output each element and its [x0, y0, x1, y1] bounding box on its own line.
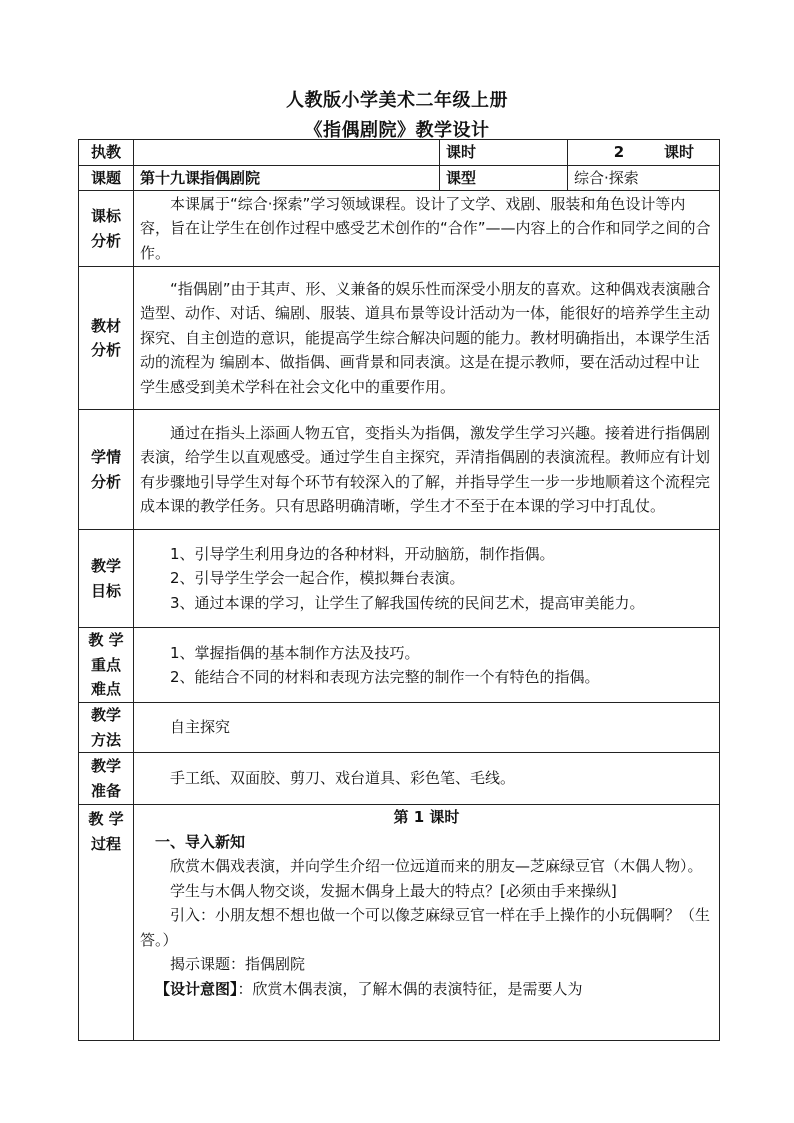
methods-text: 自主探究: [170, 718, 231, 737]
design-intent-label: 【设计意图】: [155, 979, 238, 998]
period-value: [568, 140, 720, 166]
keypoint-item: 2、能结合不同的材料和表现方法完整的制作一个有特色的指偶。: [170, 668, 600, 686]
methods-row: [79, 703, 720, 753]
keypoints-label: 教 学 重点 难点: [79, 628, 134, 703]
textbook-content: [134, 267, 720, 410]
students-row: [79, 410, 720, 530]
textbook-label: 教材 分析: [79, 267, 134, 410]
type-label: 课型: [440, 165, 568, 191]
section-heading: 一、导入新知: [155, 832, 246, 851]
methods-label: 教学 方法: [79, 703, 134, 753]
lesson-plan-table: [78, 139, 720, 1041]
curriculum-paragraph: 本课属于“综合·探索”学习领域课程。设计了文学、戏剧、服装和角色设计等内容，旨在让学生在创作过程中感受艺术创作的“合作”——内容上的合作和同学之间的合作。: [140, 194, 711, 262]
curriculum-label: 课标 分析: [79, 191, 134, 267]
teacher-row: [79, 140, 720, 166]
document-title: 人教版小学美术二年级上册: [286, 90, 508, 111]
methods-content: [134, 703, 720, 753]
students-label: 学情 分析: [79, 410, 134, 530]
process-row: [79, 805, 720, 1041]
period-count: 2: [613, 143, 625, 161]
design-intent-text: ：欣赏木偶表演，了解木偶的表演特征，是需要人为: [237, 979, 583, 998]
keypoint-item: 1、掌握指偶的基本制作方法及技巧。: [170, 643, 420, 662]
textbook-paragraph: “指偶剧”由于其声、形、义兼备的娱乐性而深受小朋友的喜欢。这种偶戏表演融合造型、动作、对话、编剧、服装、道具布景等设计活动为一体，能很好的培养学生主动探究、自主创造的意识，能提高学生综合解决问题的能力。教材明确指出，本课学生活动的流程为 编剧本、做指偶、画背景和同表演。这是在提示教师，要在活动过程中让学生感受到美术学科在社会文化中的重要作用。: [140, 279, 711, 396]
process-content: [134, 805, 720, 1041]
design-intent: [140, 977, 713, 1002]
lesson-label: 课题: [79, 165, 134, 191]
teacher-value: [134, 140, 440, 166]
lesson-value: 第十九课指偶剧院: [134, 165, 440, 191]
students-content: [134, 410, 720, 530]
period-title: 第 1 课时: [393, 808, 460, 826]
prep-row: [79, 753, 720, 805]
prep-label: 教学 准备: [79, 753, 134, 805]
process-label: 教 学 过程: [79, 805, 134, 1041]
document-subtitle: 《指偶剧院》教学设计: [304, 120, 490, 141]
curriculum-row: [79, 191, 720, 267]
process-paragraph: 欣赏木偶戏表演，并向学生介绍一位远道而来的朋友—芝麻绿豆官（木偶人物）。: [170, 857, 703, 875]
process-paragraph: 揭示课题：指偶剧院: [170, 955, 306, 973]
lesson-row: [79, 165, 720, 191]
curriculum-content: [134, 191, 720, 267]
textbook-row: [79, 267, 720, 410]
goal-item: 3、通过本课的学习，让学生了解我国传统的民间艺术，提高审美能力。: [170, 593, 645, 612]
teacher-label: 执教: [79, 140, 134, 166]
prep-text: 手工纸、双面胶、剪刀、戏台道具、彩色笔、毛线。: [170, 769, 516, 788]
type-value: 综合·探索: [568, 165, 720, 191]
period-unit: 课时: [664, 143, 695, 161]
goals-row: [79, 530, 720, 628]
keypoints-row: [79, 628, 720, 703]
goal-item: 2、引导学生学会一起合作，模拟舞台表演。: [170, 569, 465, 588]
students-paragraph: 通过在指头上添画人物五官，变指头为指偶，激发学生学习兴趣。接着进行指偶剧表演，给学生以直观感受。通过学生自主探究，弄清指偶剧的表演流程。教师应有计划有步骤地引导学生对每个环节有较深入的了解，并指导学生一步一步地顺着这个流程完成本课的教学任务。只有思路明确清晰，学生才不至于在本课的学习中打乱仗。: [140, 423, 711, 515]
goals-content: [134, 530, 720, 628]
prep-content: [134, 753, 720, 805]
process-paragraph: 引入：小朋友想不想也做一个可以像芝麻绿豆官一样在手上操作的小玩偶啊？（生答。）: [140, 906, 711, 949]
process-paragraph: 学生与木偶人物交谈，发掘木偶身上最大的特点？[必须由手来操纵]: [170, 881, 617, 900]
keypoints-content: [134, 628, 720, 703]
goal-item: 1、引导学生利用身边的各种材料，开动脑筋，制作指偶。: [170, 544, 555, 563]
goals-label: 教学 目标: [79, 530, 134, 628]
period-label: 课时: [440, 140, 568, 166]
